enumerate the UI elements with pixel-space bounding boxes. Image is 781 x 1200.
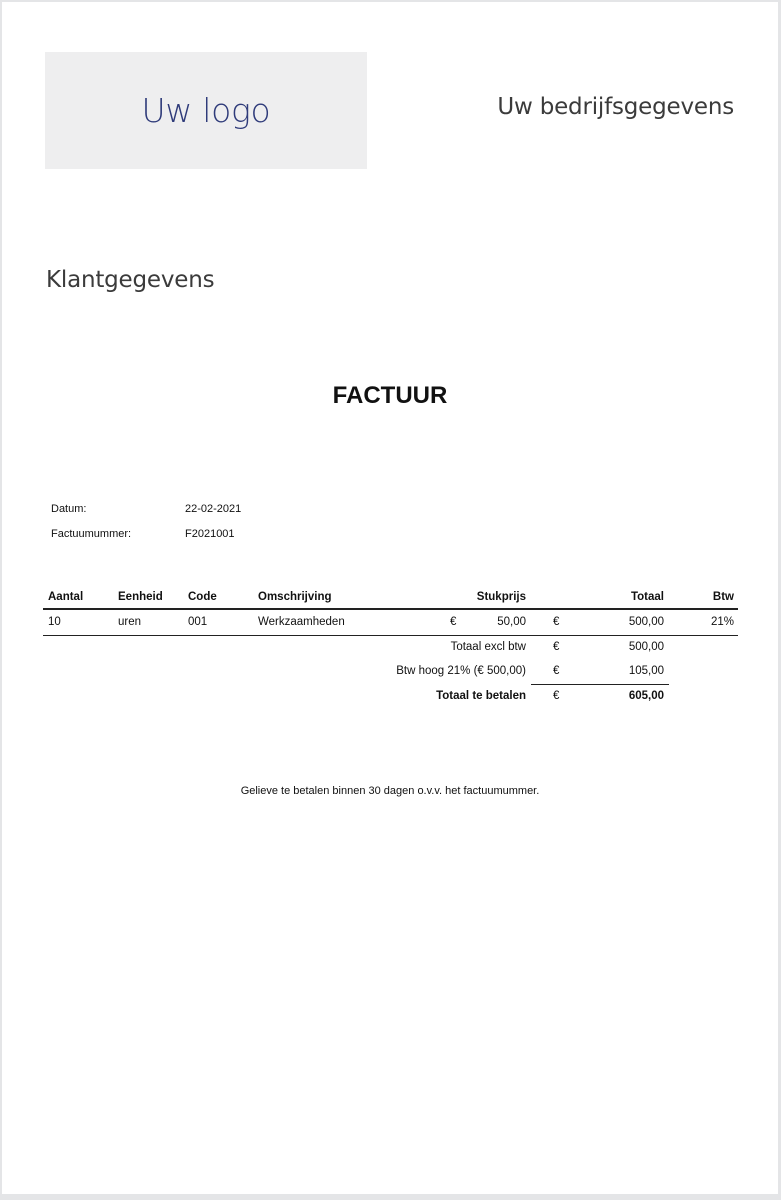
grand-total-value: 605,00 bbox=[628, 690, 664, 702]
logo-text: Uw logo bbox=[141, 91, 271, 130]
invoice-page bbox=[2, 2, 778, 1194]
row-quantity: 10 bbox=[48, 616, 61, 628]
date-value: 22-02-2021 bbox=[185, 503, 242, 515]
row-total-currency: € bbox=[553, 616, 560, 628]
grand-total-label: Totaal te betalen bbox=[436, 690, 526, 702]
subtotal-value: 500,00 bbox=[628, 641, 664, 653]
row-unit: uren bbox=[118, 616, 142, 628]
payment-note: Gelieve te betalen binnen 30 dagen o.v.v. het factuumummer. bbox=[240, 785, 540, 797]
vat-value: 105,00 bbox=[628, 665, 664, 677]
row-total: 500,00 bbox=[628, 616, 664, 628]
header-quantity: Aantal bbox=[48, 591, 84, 603]
header-code: Code bbox=[188, 591, 217, 603]
client-details: Klantgegevens bbox=[46, 267, 215, 293]
company-details: Uw bedrijfsgegevens bbox=[497, 94, 734, 120]
grand-total-divider bbox=[531, 684, 669, 685]
invoice-number-label: Factuumummer: bbox=[51, 528, 132, 540]
date-label: Datum: bbox=[51, 503, 87, 515]
row-code: 001 bbox=[188, 616, 208, 628]
row-divider bbox=[43, 635, 738, 636]
row-vat: 21% bbox=[710, 616, 734, 628]
row-unit-price: 50,00 bbox=[497, 616, 526, 628]
header-vat: Btw bbox=[712, 591, 734, 603]
row-description: Werkzaamheden bbox=[258, 616, 345, 628]
vat-currency: € bbox=[553, 665, 560, 677]
invoice-title: FACTUUR bbox=[332, 382, 448, 409]
header-description: Omschrijving bbox=[258, 591, 332, 603]
subtotal-label: Totaal excl btw bbox=[450, 641, 526, 653]
header-unit-price: Stukprijs bbox=[476, 591, 526, 603]
grand-total-currency: € bbox=[553, 690, 560, 702]
row-price-currency: € bbox=[450, 616, 457, 628]
header-total: Totaal bbox=[630, 591, 664, 603]
subtotal-currency: € bbox=[553, 641, 560, 653]
vat-label: Btw hoog 21% (€ 500,00) bbox=[396, 665, 526, 677]
header-unit: Eenheid bbox=[118, 591, 163, 603]
logo-placeholder bbox=[45, 52, 367, 169]
header-divider bbox=[43, 608, 738, 610]
invoice-number-value: F2021001 bbox=[185, 528, 235, 540]
